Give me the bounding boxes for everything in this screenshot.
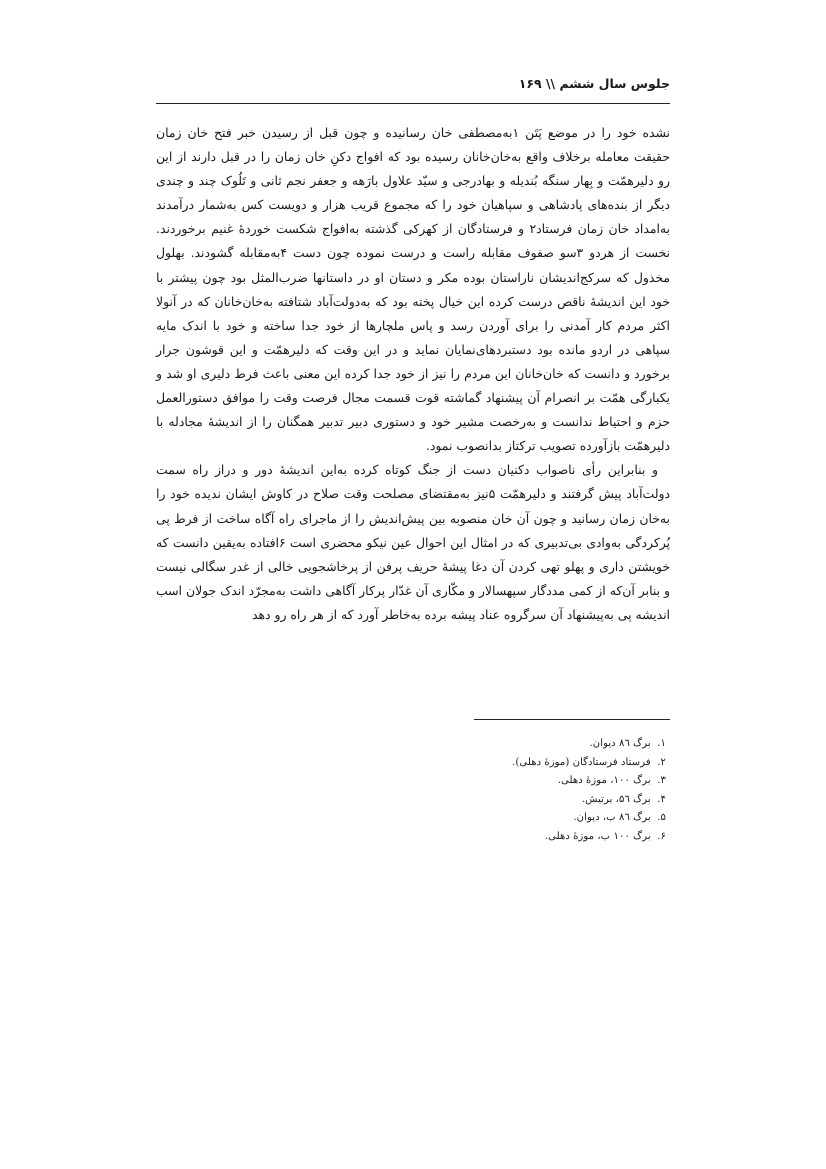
footnote-text: فرستاد فرستادگان (موزهٔ دهلی).	[512, 756, 651, 768]
running-header	[156, 75, 670, 104]
footnote-2	[156, 754, 670, 773]
footnotes-list	[156, 735, 670, 846]
footnote-text: برگ ۸٦ دیوان.	[589, 738, 651, 749]
footnote-text: برگ ۵٦، برتیش.	[581, 793, 651, 805]
footnote-number: ۶.	[657, 830, 666, 842]
footnote-text: برگ ۱۰۰ ب، موزهٔ دهلی.	[544, 830, 651, 842]
footnote-4	[156, 791, 670, 810]
footnote-number: ۲.	[657, 756, 666, 768]
body-text	[156, 121, 670, 627]
footnote-separator	[474, 719, 670, 720]
footnote-6	[156, 828, 670, 847]
running-header-title: جلوس سال ششم \\ ۱۶۹	[518, 76, 670, 91]
footnote-number: ۳.	[657, 775, 666, 786]
footnote-text: برگ ۸٦ ب، دیوان.	[573, 812, 651, 823]
footnote-1	[156, 735, 670, 754]
footnote-5	[156, 809, 670, 828]
paragraph-1: نشده خود را در موضع پَتَن ۱به‌مصطفی خان رسانیده و چون قبل از رسیدن خبر فتح خان زمان حقیقت معامله برخلاف واقع به‌خان‌خانان رسیده بود که افواج دکنِ خان زمان را در قبل دارند از این رو دلیرهمّت و بِهار سنگه بُندیله و بهادرجی و سیّد علاول بارَهه و جعفر نجم ثانی و تَلُوک چند و چندی دیگر از بنده‌های پادشاهی و سپاهیان خود را که مجموع قریب هزار و دویست کس به‌شمار درآمدند به‌امداد خان زمان فرستاد۲ و فرستادگان از کهرکی گذشته به‌افواج شکست خوردهٔ غنیم برخوردند. نخست از هردو ۳سو صفوف مقابله راست و درست نموده چون دست ۴به‌مقابله گشودند. بهلول مخذول که سرکج‌اندیشان ناراستان بوده مکر و دستان او در داستانها ضرب‌المثل بود چون پیشتر با خود این اندیشهٔ ناقص درست کرده این خیال پخته بود که به‌دولت‌آباد شتافته به‌خان‌خانان که در آنولا اکثر مردم کار آمدنی را برای آوردن رسد و پاس ملچارها از خود جدا ساخته و خود با اندک مایه سپاهی در اردو مانده بود دستبردهای‌نمایان نماید و در این وقت که دلیرهمّت و این قوشون جرار برخورد و دانست که خان‌خانان این مردم را نیز از خود جدا کرده این معنی باعث فرط دلیری او شد و یکبارگی همّت بر انصرام آن پیشنهاد گماشته قوت قسمت مجال فرصت وقت را موافق دستورالعمل حزم و احتیاط ندانست و به‌رخصت مشیر خود و دستوری دبیر تدبیر همگنان را از اندیشهٔ مجادله با دلیرهمّت بازآورده تصویب ترکتاز بدانصوب نمود.	[156, 125, 671, 454]
footnote-3	[156, 772, 670, 791]
book-page	[156, 0, 670, 1169]
footnote-number: ۵.	[657, 812, 666, 823]
footnote-text: برگ ۱۰۰، موزهٔ دهلی.	[557, 775, 651, 786]
footnote-number: ۴.	[657, 793, 666, 805]
footnote-number: ۱.	[657, 738, 666, 749]
paragraph-2: و بنابراین رأی ناصواب دکنیان دست از جنگ کوتاه کرده به‌این اندیشهٔ دور و دراز راه سمت دولت‌آباد پیش گرفتند و دلیرهمّت ۵نیز به‌مقتضای مصلحت وقت صلاح در کاوش ایشان ندیده خود را به‌خان زمان رسانید و چون آن خان منصوبه بین پیش‌اندیش را از ماجرای راه آگاه ساخت از فرط پی پُرکردگی به‌وادی بی‌تدبیری که در امثال این احوال عین نیکو محضری است ۶افتاده به‌یقین دانست که خویشتن داری و پهلو تهی کردن آن دغا پیشهٔ حریف پرفن از پرخاشجویی خالی از غدر سگالی نیست و بنابر آن‌که از کمی مددگار سپهسالار و مکّاری آن غدّار پرکار آگاهی داشت به‌مجرّد اندک جولان اسب اندیشه پی به‌پیشنهاد آن سرگروه عناد پیشه برده به‌خاطر آورد که از هر راه رو دهد	[156, 462, 670, 622]
